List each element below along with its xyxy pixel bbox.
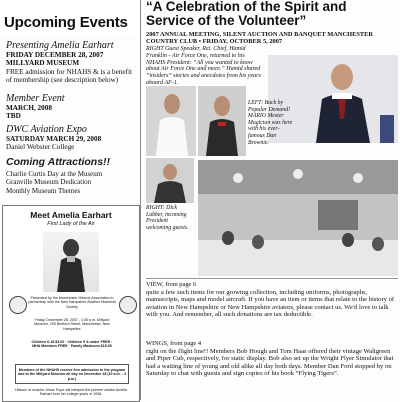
flyer-footer: Historic re-enactor Jesse Pope will interpret the pioneer aviator Amelia Earhart from her college years of 1936. — [15, 388, 127, 397]
event-date: FRIDAY DECEMBER 28, 2007 — [6, 51, 104, 59]
sidebar — [0, 0, 141, 400]
nhahs-logo-icon — [119, 296, 137, 314]
portrait-silhouette — [43, 232, 99, 292]
section-divider — [146, 278, 398, 279]
header-bar-graphic — [0, 0, 140, 14]
president-photo — [146, 158, 194, 203]
flyer-details: Friday, December 28, 2007 - 1:00 p.m. Millyard Museum, 200 Bedford Street, Manchester, New Hampshire — [34, 318, 110, 331]
event-title: Member Event — [6, 93, 65, 104]
article-lead-caption: RIGHT Guest Speaker, Ret. Chief, Hamid Franklin - Air Force One, returned to his NHAHS President: “All you wanted to know about Air Force One and more.” Hamid shared “insiders” stories and anecdotes from his years aboard AF-1. — [146, 46, 261, 86]
coming-item: Granville Museum Dedication — [6, 178, 92, 187]
coming-attractions-heading: Coming Attractions!! — [6, 156, 111, 168]
event-title: DWC Aviation Expo — [6, 124, 87, 135]
view-continuation — [146, 281, 398, 319]
coming-item: Charlie Curtis Day at the Museum — [6, 170, 103, 178]
coming-item: Monthly Museum Themes — [6, 186, 81, 195]
event-venue: TBD — [6, 112, 21, 121]
magician-caption: LEFT: Back by Popular Demand! MARIO Mester Magician was here with his ever-famous Dan Brownie. — [248, 100, 293, 146]
event-date: SATURDAY MARCH 29, 2008 — [6, 135, 102, 143]
event-venue: MILLYARD MUSEUM — [6, 59, 80, 68]
wings-continuation — [146, 340, 398, 378]
flyer-member-box — [15, 364, 129, 384]
wings-heading: WINGS, from page 4 — [146, 340, 202, 347]
flyer-title: Meet Amelia Earhart — [30, 210, 112, 220]
flyer-box-text: Members of the NHAHS receive free admission to the program and to the Millyard Museum all day on December 28 (10 a.m. - 4 p.m.) — [18, 368, 126, 381]
article-title: “A Celebration of the Spirit and Service of the Volunteer” — [146, 0, 347, 28]
guest-illustration — [146, 86, 196, 156]
earhart-flyer — [2, 205, 140, 402]
upcoming-events-title: Upcoming Events — [4, 14, 128, 31]
upcoming-events-header — [0, 0, 140, 36]
view-heading: VIEW, from page 6 — [146, 281, 197, 288]
event-earhart — [6, 40, 138, 85]
event-member — [6, 93, 138, 121]
flyer-presented-by: Presented by the Manchester Historic Association in partnership with the New Hampshire Aviation Historical Society — [28, 296, 116, 309]
guest-photo-left — [146, 86, 196, 156]
view-text: quite a few such items for our growing collection, including uniforms, photographs, manuscripts, maps and model aircraft. If you have an item or items that relate to the history of aviation in New Hampshire or New Hampshire aviators, please contact us. We'd love to talk with you. And remember, all such donations are tax deductible. — [146, 288, 395, 319]
mha-logo-icon — [9, 296, 27, 314]
president-caption: RIGHT: Dick Lubber, incoming President welcoming guests. — [146, 205, 189, 231]
banquet-illustration — [198, 160, 398, 276]
magician-photo — [198, 86, 246, 156]
coming-attractions-list — [6, 170, 102, 195]
event-date: MARCH, 2008 — [6, 104, 52, 112]
banquet-hall-photo — [198, 160, 398, 276]
flyer-subtitle: First Lady of the Air — [47, 221, 95, 227]
flyer-pricing: Children 6-18 $3.00 · Children 5 & under FREE · MHA Members FREE · Family Maximum $15.00 — [31, 340, 113, 349]
event-note: FREE admission for NHAHS & is a benefit of membership (see description below) — [6, 67, 132, 85]
magician-illustration — [198, 86, 246, 156]
article-subtitle: 2007 ANNUAL MEETING, SILENT AUCTION AND BANQUET MANCHESTER COUNTRY CLUB • FRIDAY, OCTOBER 5, 2007 — [146, 31, 374, 46]
wings-text: right on the flight line!! Members Bob Hough and Tom Haas offered their vintage Waltgreen and Piper Cub, respectively, for static display. Bob also set up the Wright Flyer Simulator that had a waiting line of young and old alike all day both days. Member Dan Ford stopped by on Saturday to chat with guests and sign copies of his book “Flying Tigers”. — [146, 347, 394, 378]
earhart-portrait-image — [43, 232, 99, 292]
event-dwc-expo — [6, 124, 138, 152]
president-illustration — [146, 158, 194, 203]
event-title: Presenting Amelia Earhart — [6, 40, 114, 51]
event-venue: Daniel Webster College — [6, 143, 75, 152]
